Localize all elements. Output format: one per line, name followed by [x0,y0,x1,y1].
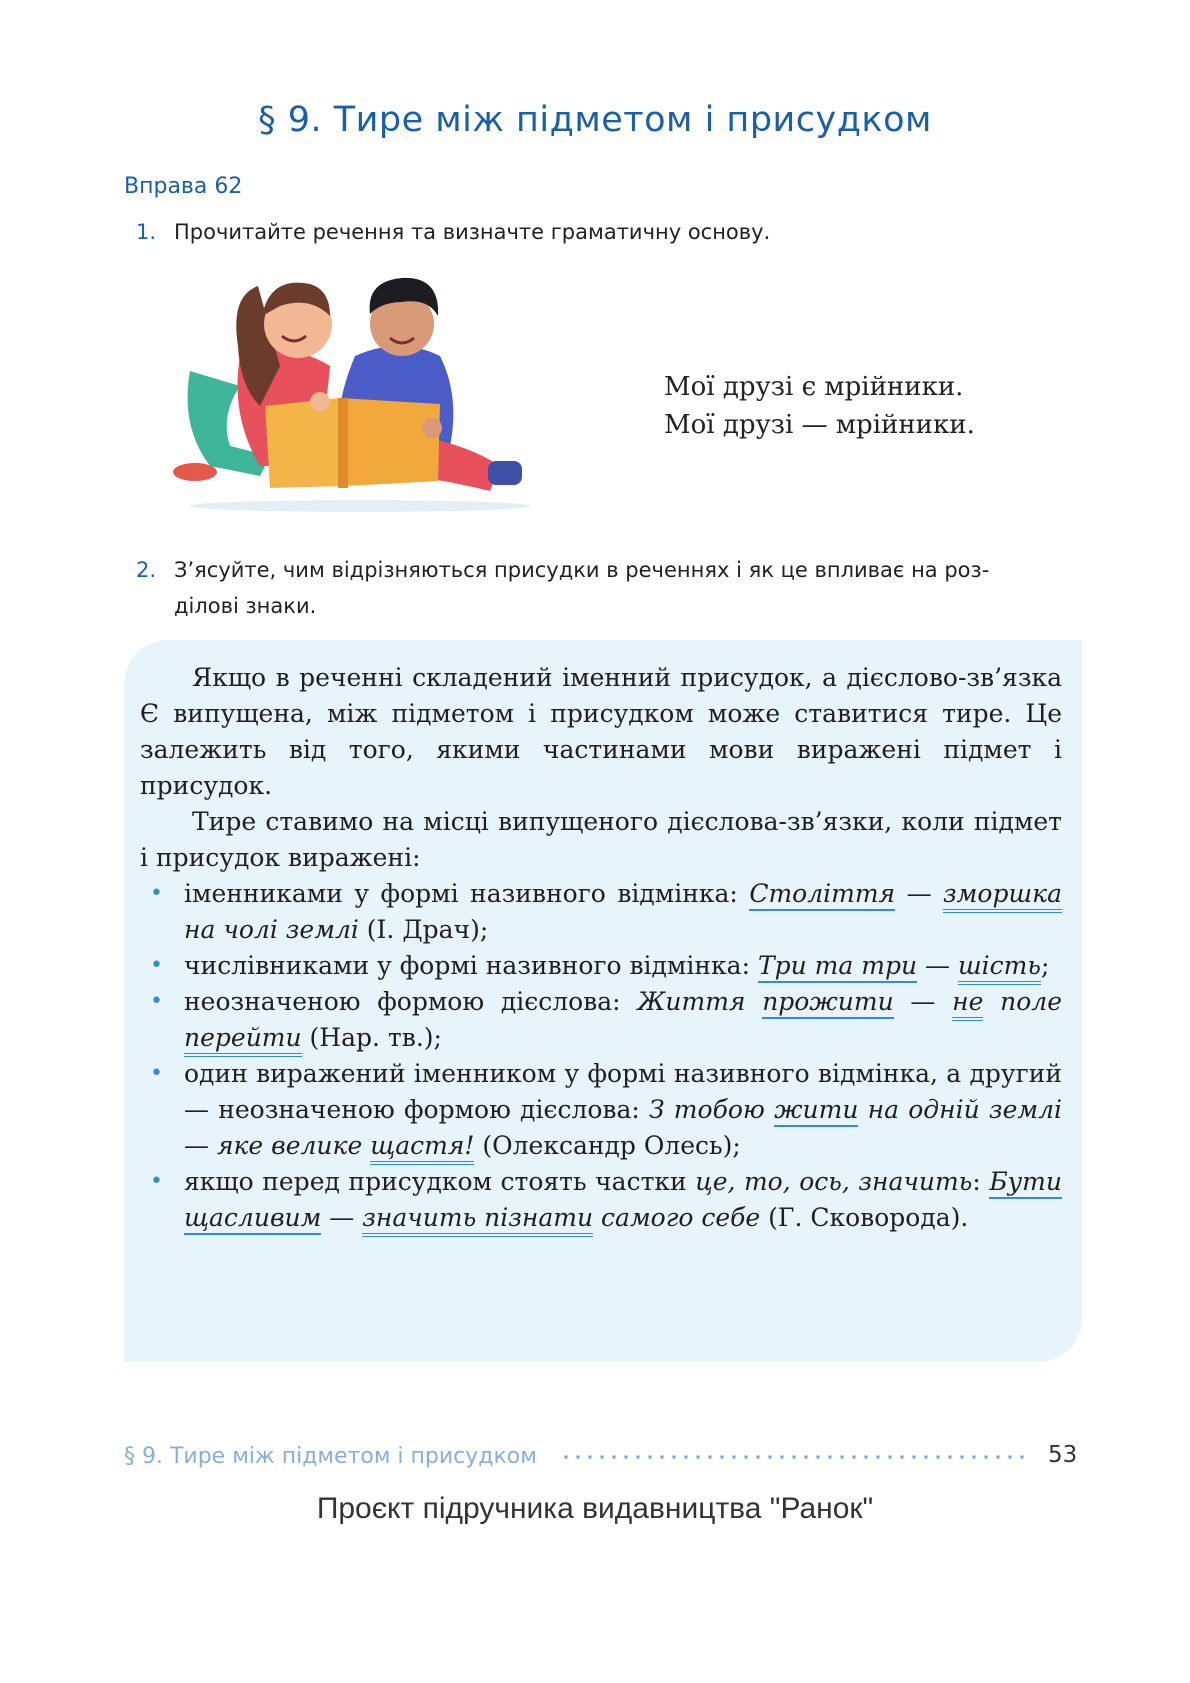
example-source: (Г. Сковорода). [760,1203,969,1232]
task-1-number: 1. [136,220,157,244]
example-predicate: перейти [184,1023,302,1057]
example-predicate: щастя! [370,1131,474,1165]
rule-list-item [140,948,1062,984]
sentence-1: Мої друзі є мрійники. [664,372,964,402]
rule-item-text: іменниками у формі називного відмінка: [184,879,750,908]
example-rest: на чолі землі [184,915,359,944]
example-source: ; [1040,951,1050,980]
page-number: 53 [1048,1442,1078,1468]
page-title: § 9. Тире між підметом і присудком [258,100,932,140]
example-word: З тобою [649,1095,775,1124]
bullet-icon: • [150,989,163,1014]
sentence-2: Мої друзі — мрійники. [664,410,975,440]
example-predicate-particle: не [952,987,983,1021]
example-subject: Століття [749,879,895,911]
rule-item-text: якщо перед присудком стоять частки [184,1167,696,1196]
rule-item-text: один виражений іменником у формі називного відмінка, а другий — неозначеною формою дієслова: [184,1059,1062,1124]
example-dash: — [321,1203,363,1232]
rule-list [140,876,1062,1236]
example-word: Життя [637,987,763,1016]
task-2-number: 2. [136,558,157,582]
bullet-icon: • [150,1061,163,1086]
example-dash: — [893,987,953,1016]
task-2 [136,552,1076,624]
example-rest: самого себе [593,1203,761,1232]
example-dash: — [895,879,944,908]
footer-dot-leader [560,1452,1030,1462]
rule-list-item [140,1164,1062,1236]
rule-item-text: неозначеною формою дієслова: [184,987,638,1016]
rule-list-item [140,984,1062,1056]
bullet-icon: • [150,953,163,978]
example-dash: — [917,951,958,980]
rule-text [140,660,1062,1236]
example-rest: на одній землі — яке велике [184,1095,1062,1160]
children-reading-book-illustration [170,276,570,532]
task-1-text: Прочитайте речення та визначте граматичну основу. [174,220,771,244]
example-subject: жити [774,1095,858,1127]
example-predicate: зморшка [943,879,1062,913]
task-1 [136,214,770,250]
rule-list-item [140,876,1062,948]
footer-section-title: § 9. Тире між підметом і присудком [124,1444,537,1469]
example-source: (Олександр Олесь); [474,1131,741,1160]
publisher-watermark: Проєкт підручника видавництва "Ранок" [316,1492,874,1525]
rule-paragraph-1: Якщо в реченні складений іменний присудок, а дієслово-зв’язка Є випущена, між підметом і присудком може ставитися тире. Це залежить від того, якими частинами мови виражені підмет і присудок. [140,663,1062,800]
bullet-icon: • [150,881,163,906]
bullet-icon: • [150,1169,163,1194]
rule-paragraph-2: Тире ставимо на місці випущеного дієслова-зв’язки, коли підмет і присудок виражені: [140,807,1062,872]
rule-item-text: числівниками у формі називного відмінка: [184,951,758,980]
colon: : [972,1167,990,1196]
example-subject: прожити [762,987,893,1019]
example-subject: Три та три [758,951,917,983]
example-sentences [664,368,975,444]
example-word: поле [983,987,1062,1016]
exercise-label: Вправа 62 [124,174,243,199]
example-predicate: шість [958,951,1041,985]
task-2-text-line2: ділові знаки. [174,594,317,618]
rule-list-item [140,1056,1062,1164]
example-source: (Нар. тв.); [301,1023,442,1052]
task-2-text-line1: З’ясуйте, чим відрізняються присудки в реченнях і як це впливає на роз- [174,558,990,582]
particles: це, то, ось, значить [695,1167,973,1196]
example-predicate: значить пізнати [362,1203,593,1237]
example-subject: Бути щасливим [184,1167,1062,1235]
example-source: (І. Драч); [358,915,489,944]
